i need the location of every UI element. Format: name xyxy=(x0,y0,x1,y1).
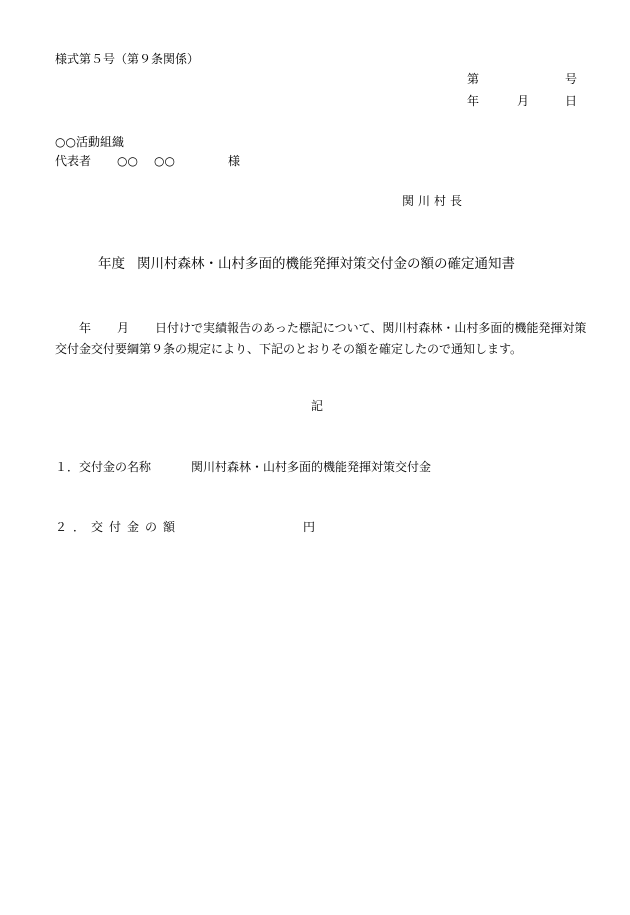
representative-label: 代表者 xyxy=(55,154,92,168)
document-number-row xyxy=(467,73,577,87)
addressee-organization: ○○活動組織 xyxy=(55,135,124,149)
representative-name-1: ○○ xyxy=(117,154,138,168)
addressee-representative xyxy=(55,155,255,169)
item-grant-name-value: 関川村森林・山村多面的機能発揮対策交付金 xyxy=(191,460,432,474)
title-main: 関川村森林・山村多面的機能発揮対策交付金の額の確定通知書 xyxy=(137,256,515,272)
body-year: 年 xyxy=(79,321,92,335)
honorific: 様 xyxy=(228,154,241,168)
document-title xyxy=(98,258,515,272)
item-grant-amount xyxy=(55,521,575,535)
ki-heading: 記 xyxy=(311,399,324,413)
form-number: 様式第５号（第９条関係） xyxy=(55,52,200,66)
body-month: 月 xyxy=(117,321,130,335)
title-year-label: 年度 xyxy=(98,256,125,272)
date-day: 日 xyxy=(565,94,578,108)
doc-number-go: 号 xyxy=(565,72,578,86)
document-date-row xyxy=(467,95,577,109)
representative-name-2: ○○ xyxy=(154,154,175,168)
item-grant-name-label: １．交付金の名称 xyxy=(55,460,152,474)
body-text: 日付けで実績報告のあった標記について、関川村森林・山村多面的機能発揮対策交付金交付要綱第９条の規定により、下記のとおりその額を確定したので通知します。 xyxy=(55,321,587,356)
item-grant-amount-unit: 円 xyxy=(303,520,316,534)
doc-number-dai: 第 xyxy=(467,72,480,86)
item-grant-amount-label: ２．交付金の額 xyxy=(55,520,182,534)
date-month: 月 xyxy=(517,94,530,108)
date-year: 年 xyxy=(467,94,480,108)
document-number-block xyxy=(467,73,577,113)
sender-village-mayor: 関川村長 xyxy=(402,194,467,208)
body-paragraph xyxy=(55,318,590,360)
item-grant-name xyxy=(55,461,575,475)
